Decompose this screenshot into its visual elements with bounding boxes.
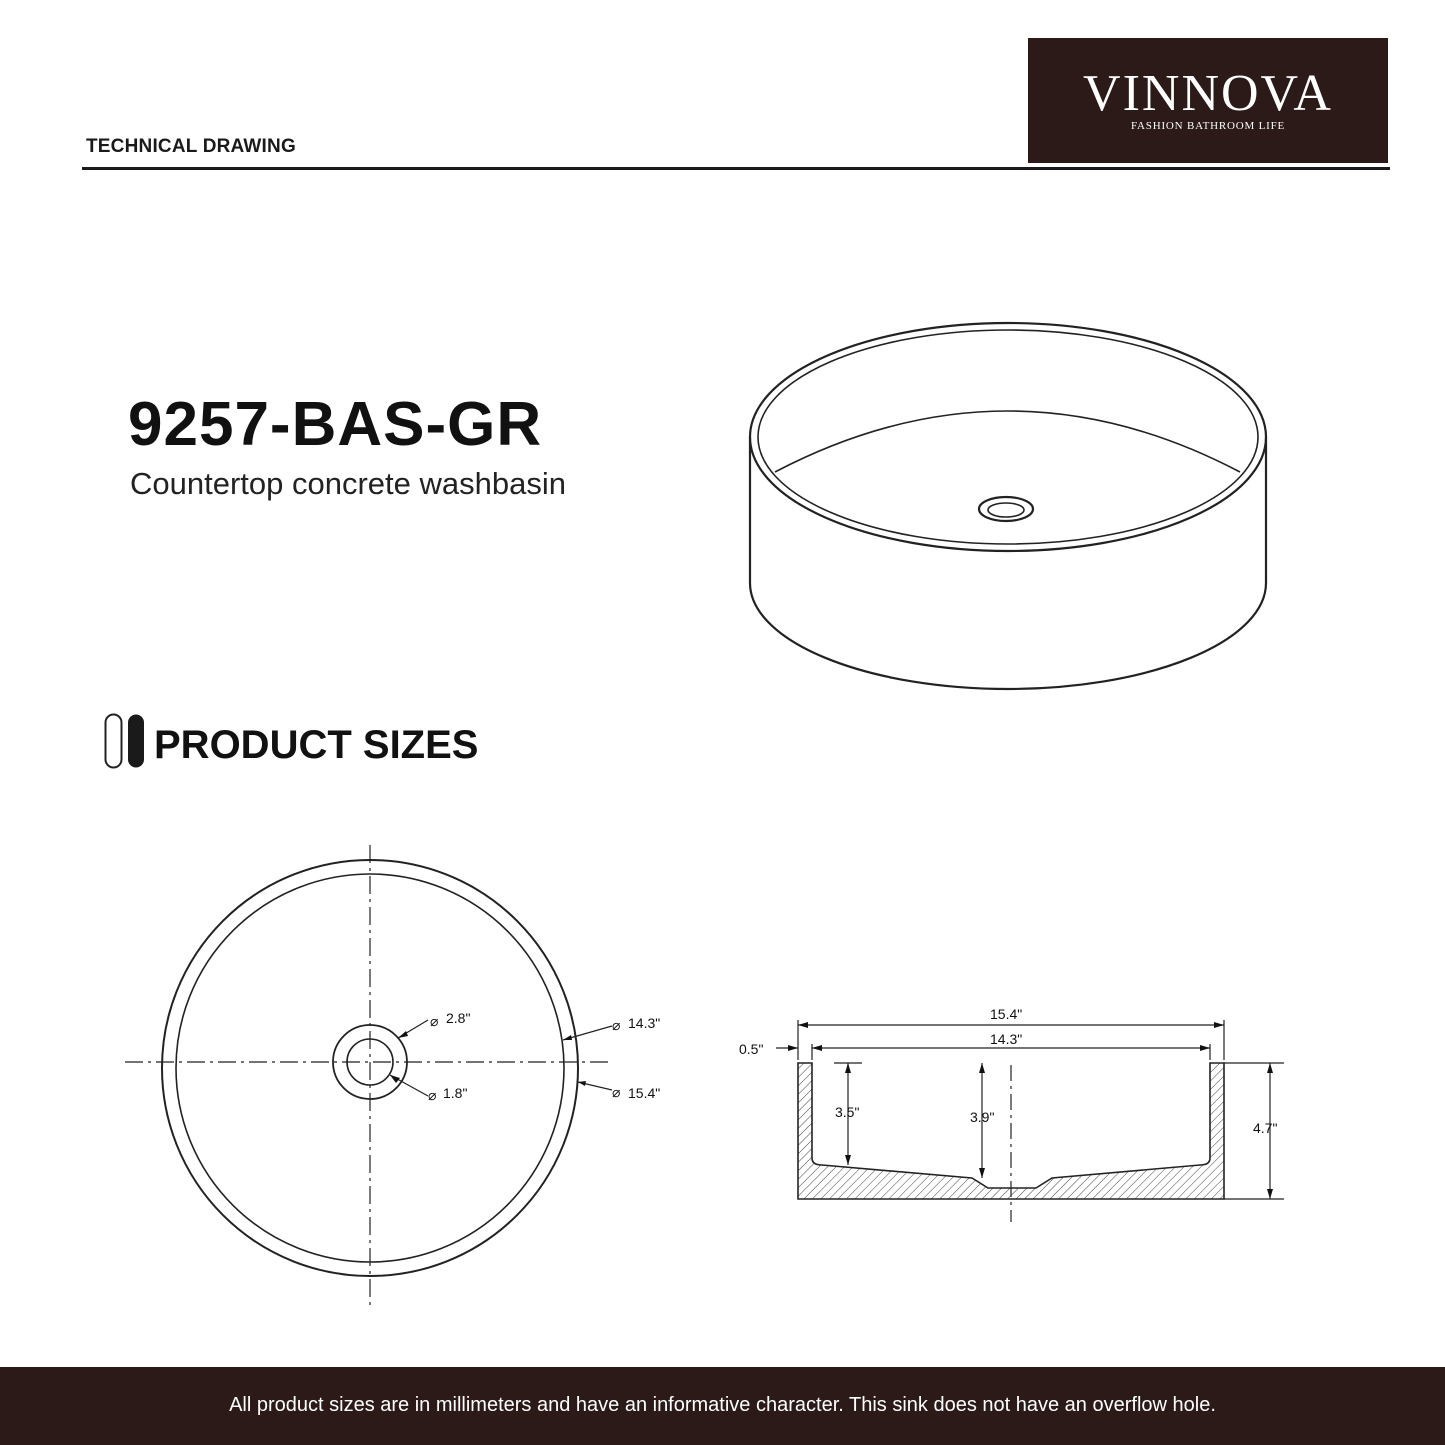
inner-diameter-label: 14.3"	[628, 1015, 661, 1031]
overall-width-label: 15.4"	[990, 1006, 1023, 1022]
footer-bar	[0, 1367, 1445, 1445]
product-model-number: 9257-BAS-GR	[128, 390, 543, 459]
diameter-symbol-outer: ⌀	[612, 1084, 621, 1100]
basin-bottom-edge	[750, 583, 1266, 689]
center-depth-label: 3.9"	[970, 1109, 995, 1125]
drain-inner	[988, 503, 1024, 517]
drain-outer-diameter-label: 2.8"	[446, 1010, 471, 1026]
inner-depth-label: 3.5"	[835, 1104, 860, 1120]
diameter-symbol-inner: ⌀	[612, 1017, 621, 1033]
brand-name: VINNOVA	[1083, 65, 1333, 122]
diameter-symbol-drain-outer: ⌀	[430, 1013, 439, 1029]
height-label: 4.7"	[1253, 1120, 1278, 1136]
capsule-toggle-icon	[104, 713, 146, 769]
brand-logo	[1028, 38, 1388, 163]
footer-note: All product sizes are in millimeters and have an informative character. This sink does not have an overflow hole.	[229, 1394, 1216, 1416]
drain-inner-diameter-label: 1.8"	[443, 1085, 468, 1101]
basin-perspective-drawing	[740, 315, 1280, 705]
inner-width-label: 14.3"	[990, 1031, 1023, 1047]
basin-rim-inner	[758, 330, 1258, 544]
top-view-drawing	[110, 835, 690, 1315]
wall-thickness-label: 0.5"	[739, 1041, 764, 1057]
outer-diameter-label: 15.4"	[628, 1085, 661, 1101]
header-divider	[82, 167, 1390, 170]
product-sizes-heading: PRODUCT SIZES	[154, 723, 479, 767]
side-section-drawing	[730, 1000, 1310, 1230]
diameter-symbol-drain-inner: ⌀	[428, 1087, 437, 1103]
brand-tagline: FASHION BATHROOM LIFE	[1130, 120, 1286, 132]
product-description: Countertop concrete washbasin	[130, 466, 566, 501]
section-header-label: TECHNICAL DRAWING	[86, 136, 296, 157]
basin-bowl-edge	[775, 411, 1240, 472]
